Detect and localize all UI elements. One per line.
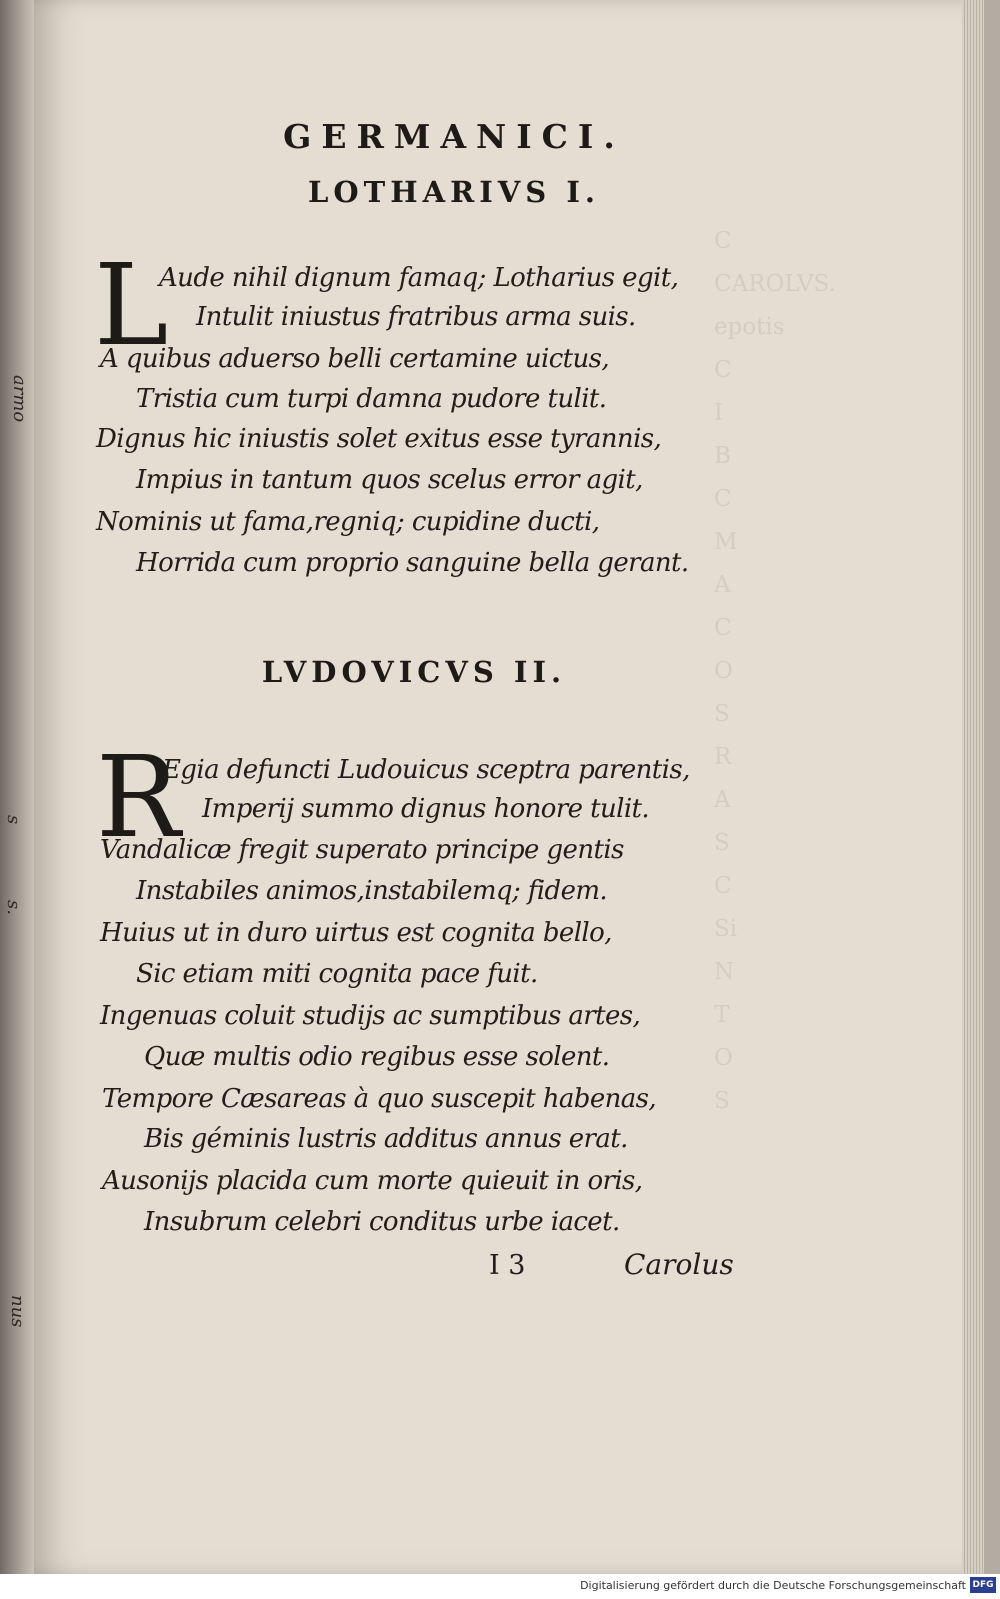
show-through-from-reverse: C CAROLVS. epotis C I B C M A C O S R A S C Si N T O S — [714, 228, 836, 1114]
signature-mark: I 3 — [489, 1250, 526, 1281]
book-page — [34, 0, 984, 1574]
verse-line: Bis géminis lustris additus annus erat. — [144, 1124, 628, 1154]
verse-line: Imperij summo dignus honore tulit. — [202, 794, 650, 824]
verse-line: Huius ut in duro uirtus est cognita bello, — [100, 918, 612, 948]
verse-line: Tempore Cæsareas à quo suscepit habenas, — [102, 1084, 657, 1114]
verse-line: Ingenuas coluit studijs ac sumptibus artes, — [100, 1001, 641, 1031]
verse-line: Insubrum celebri conditus urbe iacet. — [144, 1207, 620, 1237]
verse-line: Aude nihil dignum famaq; Lotharius egit, — [159, 263, 679, 293]
verse-line: Quæ multis odio regibus esse solent. — [144, 1042, 610, 1072]
facing-page-fragment: armo — [9, 375, 30, 423]
verse-line: Egia defuncti Ludouicus sceptra parentis, — [162, 755, 690, 785]
verse-line: Nominis ut fama,regniq; cupidine ducti, — [96, 507, 600, 537]
dfg-logo: DFG — [970, 1577, 996, 1593]
verse-line: Ausonijs placida cum morte quieuit in oris, — [102, 1166, 643, 1196]
verse-line: A quibus aduerso belli certamine uictus, — [100, 344, 610, 374]
catchword: Carolus — [624, 1248, 734, 1281]
section-title-ludovicus: LVDOVICVS II. — [261, 655, 567, 689]
verse-line: Tristia cum turpi damna pudore tulit. — [136, 384, 607, 414]
drop-cap-r: R — [96, 733, 181, 863]
facing-page-fragment: nus — [7, 1295, 28, 1328]
facing-page-fragment: s — [3, 815, 24, 825]
verse-line: Instabiles animos,instabilemq; fidem. — [136, 876, 608, 906]
verse-line: Sic etiam miti cognita pace fuit. — [136, 959, 538, 989]
verse-line: Intulit iniustus fratribus arma suis. — [196, 302, 636, 332]
facing-page-fragment: s. — [3, 900, 24, 915]
digitization-footer — [0, 1574, 1000, 1599]
verse-line: Dignus hic iniustis solet exitus esse tyrannis, — [96, 424, 662, 454]
verse-line: Horrida cum proprio sanguine bella gerant. — [136, 548, 689, 578]
running-header: GERMANICI. — [283, 117, 625, 156]
section-title-lotharius: LOTHARIVS I. — [308, 175, 600, 209]
verse-line: Impius in tantum quos scelus error agit, — [136, 465, 643, 495]
verse-line: Vandalicæ fregit superato principe gentis — [100, 835, 624, 865]
drop-cap-l: L — [94, 241, 169, 371]
funding-credit: Digitalisierung gefördert durch die Deutsche Forschungsgemeinschaft — [580, 1579, 966, 1592]
